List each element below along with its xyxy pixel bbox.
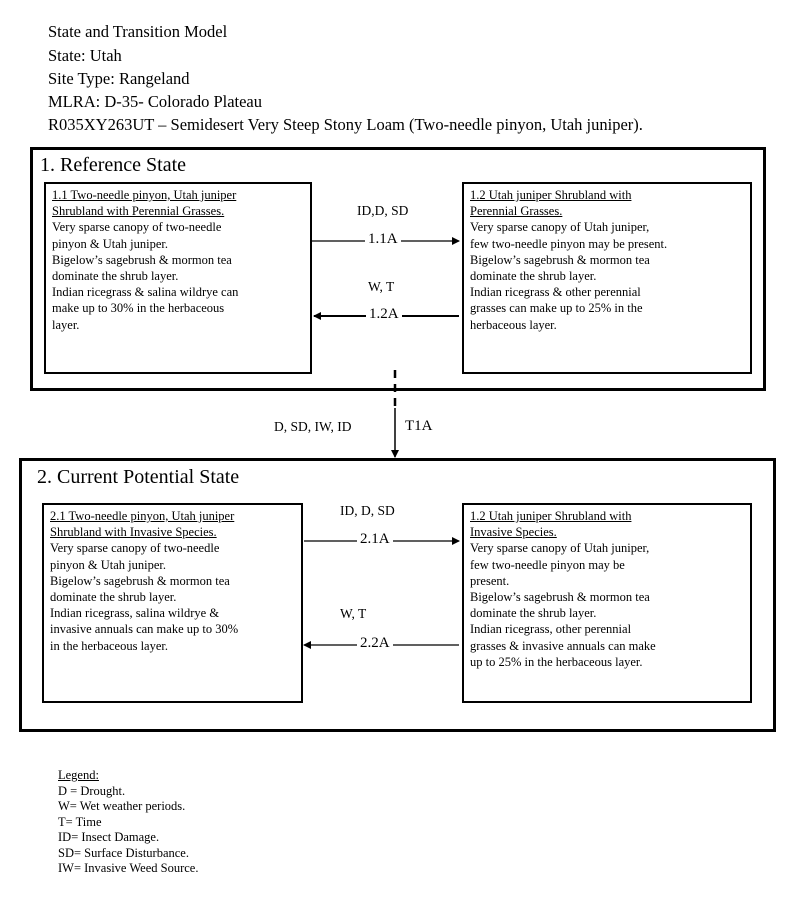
phase-1-1-box bbox=[44, 182, 312, 374]
phase-1-1-line: pinyon & Utah juniper. bbox=[52, 236, 168, 251]
phase-1-1-line: Very sparse canopy of two-needle bbox=[52, 220, 222, 235]
header-line-site-type: Site Type: Rangeland bbox=[48, 69, 190, 88]
phase-1-1-line: Bigelow’s sagebrush & mormon tea bbox=[52, 252, 232, 267]
header-line-title: State and Transition Model bbox=[48, 22, 228, 41]
transition-2-2a-code: 2.2A bbox=[357, 635, 393, 652]
phase-1-2-line: few two-needle pinyon may be present. bbox=[470, 236, 668, 251]
legend-item: T= Time bbox=[58, 814, 102, 829]
phase-2-2-title-line1: 1.2 Utah juniper Shrubland with bbox=[470, 509, 632, 523]
phase-1-1-line: Indian ricegrass & salina wildrye can bbox=[52, 285, 239, 300]
phase-1-1-title-line1: 1.1 Two-needle pinyon, Utah juniper bbox=[52, 188, 237, 202]
phase-1-2-line: Bigelow’s sagebrush & mormon tea bbox=[470, 252, 650, 267]
phase-2-1-line: Very sparse canopy of two-needle bbox=[50, 541, 220, 556]
legend bbox=[58, 768, 199, 877]
transition-1-1a-drivers: ID,D, SD bbox=[357, 203, 409, 218]
phase-2-2-line: present. bbox=[470, 573, 510, 588]
phase-2-2-title-line2: Invasive Species. bbox=[470, 525, 557, 540]
current-potential-state-title: 2. Current Potential State bbox=[37, 466, 240, 488]
header-line-state: State: Utah bbox=[48, 46, 122, 65]
phase-2-1-line: dominate the shrub layer. bbox=[50, 590, 177, 605]
phase-2-1-title-line1: 2.1 Two-needle pinyon, Utah juniper bbox=[50, 509, 235, 523]
legend-item: ID= Insect Damage. bbox=[58, 830, 160, 844]
legend-item: IW= Invasive Weed Source. bbox=[58, 861, 199, 875]
phase-2-2-line: Very sparse canopy of Utah juniper, bbox=[470, 541, 650, 556]
phase-2-1-line: invasive annuals can make up to 30% bbox=[50, 622, 239, 637]
phase-2-1-line: in the herbaceous layer. bbox=[50, 638, 169, 653]
transition-1-2a-drivers: W, T bbox=[368, 279, 395, 294]
phase-2-2-line: dominate the shrub layer. bbox=[470, 606, 597, 621]
phase-2-2-box bbox=[462, 503, 752, 703]
phase-2-2-line: Bigelow’s sagebrush & mormon tea bbox=[470, 590, 650, 605]
phase-2-2-line: up to 25% in the herbaceous layer. bbox=[470, 654, 643, 669]
phase-1-2-title-line2: Perennial Grasses. bbox=[470, 204, 563, 219]
phase-1-2-line: herbaceous layer. bbox=[470, 317, 557, 332]
phase-2-1-title-line2: Shrubland with Invasive Species. bbox=[50, 525, 217, 540]
legend-item: SD= Surface Disturbance. bbox=[58, 845, 189, 860]
legend-item: W= Wet weather periods. bbox=[58, 799, 186, 813]
phase-1-1-line: layer. bbox=[52, 317, 80, 332]
transition-2-1a-drivers: ID, D, SD bbox=[340, 503, 395, 518]
legend-item: D = Drought. bbox=[58, 783, 126, 798]
transition-1-2a-code: 1.2A bbox=[366, 306, 402, 323]
header-line-ecosite: R035XY263UT – Semidesert Very Steep Stony Loam (Two-needle pinyon, Utah juniper). bbox=[48, 115, 643, 134]
transition-t1a-drivers: D, SD, IW, ID bbox=[274, 419, 352, 434]
phase-2-1-box bbox=[42, 503, 303, 703]
phase-1-2-box bbox=[462, 182, 752, 374]
transition-2-1a-code: 2.1A bbox=[357, 531, 393, 548]
phase-1-2-line: dominate the shrub layer. bbox=[470, 269, 597, 284]
phase-2-2-line: few two-needle pinyon may be bbox=[470, 557, 625, 572]
reference-state-title: 1. Reference State bbox=[40, 154, 187, 176]
phase-2-1-line: Indian ricegrass, salina wildrye & bbox=[50, 606, 220, 621]
transition-2-2a-drivers: W, T bbox=[340, 606, 367, 621]
phase-1-1-line: make up to 30% in the herbaceous bbox=[52, 301, 225, 316]
legend-title: Legend: bbox=[58, 768, 99, 782]
phase-1-1-title-line2: Shrubland with Perennial Grasses. bbox=[52, 204, 225, 219]
phase-2-2-line: Indian ricegrass, other perennial bbox=[470, 622, 632, 637]
transition-t1a-code: T1A bbox=[405, 418, 433, 434]
phase-2-1-line: Bigelow’s sagebrush & mormon tea bbox=[50, 573, 230, 588]
phase-1-2-title-line1: 1.2 Utah juniper Shrubland with bbox=[470, 188, 632, 202]
phase-2-2-line: grasses & invasive annuals can make bbox=[470, 638, 656, 653]
phase-1-1-line: dominate the shrub layer. bbox=[52, 269, 179, 284]
phase-1-2-line: grasses can make up to 25% in the bbox=[470, 301, 643, 316]
phase-1-2-line: Very sparse canopy of Utah juniper, bbox=[470, 220, 650, 235]
transition-1-1a-code: 1.1A bbox=[365, 231, 401, 248]
header-line-mlra: MLRA: D-35- Colorado Plateau bbox=[48, 92, 263, 111]
phase-2-1-line: pinyon & Utah juniper. bbox=[50, 557, 166, 572]
phase-1-2-line: Indian ricegrass & other perennial bbox=[470, 285, 641, 300]
